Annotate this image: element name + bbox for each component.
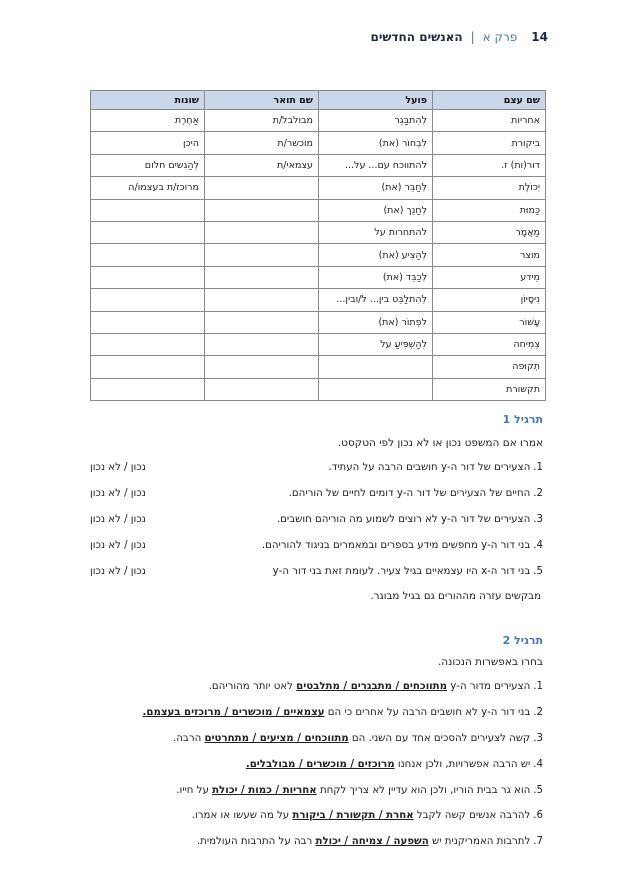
table-cell: לְהִתבַּגֵר <box>319 110 433 132</box>
exercise2-item <box>93 733 543 744</box>
table-cell <box>91 356 205 378</box>
true-false-option: נכון / לא נכון <box>90 514 146 525</box>
table-cell: מוכשר/ת <box>205 132 319 154</box>
exercise1-item5-continuation: מבקשים עזרה מההורים גם בגיל מבוגר. <box>370 591 541 602</box>
item-text: יש הרבה אפשרויות, ולכן אנחנו <box>394 759 531 770</box>
table-header-cell: שם תואר <box>205 91 319 110</box>
item-number: 1. <box>533 681 543 692</box>
table-cell <box>205 333 319 355</box>
table-cell: מַאֲמָר <box>433 221 546 243</box>
answer-options: אחריות / כמות / יכולת <box>212 785 317 796</box>
table-row <box>91 132 546 154</box>
table-cell <box>205 266 319 288</box>
chapter-label: פרק א <box>482 30 518 44</box>
table-cell: עָשׁוֹר <box>433 311 546 333</box>
item-text: הצעירים של דור ה-y לא רוצים לשמוע מה הוריהם חושבים. <box>276 514 531 525</box>
exercise1-item <box>93 488 543 499</box>
item-number: 5. <box>533 566 543 577</box>
answer-options: אחרת / תקשורת / ביקורת <box>292 810 414 821</box>
answer-options: עצמאיים / מוכשרים / מרוכזים בעצמם. <box>142 707 325 718</box>
table-row <box>91 110 546 132</box>
table-row <box>91 333 546 355</box>
table-cell: לְהִתלַבֵּט בין... ל/ובין... <box>319 289 433 311</box>
table-cell <box>205 311 319 333</box>
vocabulary-table <box>90 90 546 401</box>
answer-options: מתווכחים / מתבגרים / מתלבטים <box>296 681 448 692</box>
table-cell: כַּמוּת <box>433 199 546 221</box>
table-cell: לְחַבֵּר (את) <box>319 177 433 199</box>
table-cell <box>205 177 319 199</box>
item-text: בני דור ה-x היו עצמאיים בגיל צעיר. לעומת זאת בני דור ה-y <box>272 566 531 577</box>
exercise1-item <box>93 462 543 473</box>
table-row <box>91 378 546 400</box>
table-cell <box>91 333 205 355</box>
table-cell: מוצר <box>433 244 546 266</box>
table-cell <box>91 378 205 400</box>
true-false-option: נכון / לא נכון <box>90 462 146 473</box>
item-text-end: לאט יותר מהוריהם. <box>208 681 297 692</box>
exercise1-item <box>93 540 543 551</box>
table-row <box>91 154 546 176</box>
item-number: 4. <box>533 540 543 551</box>
table-cell: אַחֶרֶת <box>91 110 205 132</box>
item-number: 2. <box>533 707 543 718</box>
item-number: 1. <box>533 462 543 473</box>
exercise1-title: תרגיל 1 <box>502 413 543 426</box>
header-separator: | <box>470 30 475 44</box>
table-cell: לִפְתוֹר (את) <box>319 311 433 333</box>
item-text: הצעירים של דור ה-y חושבים הרבה על העתיד. <box>328 462 531 473</box>
table-cell: מבולבל/ת <box>205 110 319 132</box>
table-cell: לְכַבֵּד (את) <box>319 266 433 288</box>
item-number: 7. <box>533 836 543 847</box>
table-cell: היכן <box>91 132 205 154</box>
item-text-end: על חייו. <box>176 785 213 796</box>
exercise2-item <box>93 785 543 796</box>
table-cell: ביקורת <box>433 132 546 154</box>
answer-options: מרוכזים / מוכשרים / מבולבלים. <box>245 759 395 770</box>
item-text: החיים של הצעירים של דור ה-y דומים לחיים של הוריהם. <box>288 488 531 499</box>
item-number: 6. <box>533 810 543 821</box>
table-cell <box>205 244 319 266</box>
item-text: הוא גר בבית הוריו, ולכן הוא עדיין לא צריך לקחת <box>316 785 531 796</box>
table-cell: לְהַגשים חלום <box>91 154 205 176</box>
table-cell: להתחרות על <box>319 221 433 243</box>
table-cell: דור(ות) ז. <box>433 154 546 176</box>
table-cell <box>205 199 319 221</box>
exercise2-instruction: בחרו באפשרות הנכונה. <box>437 656 543 668</box>
item-text: להרבה אנשים קשה לקבל <box>413 810 531 821</box>
table-row <box>91 356 546 378</box>
answer-options: השפעה / צמיחה / יכולת <box>315 836 429 847</box>
table-cell: צְמִיחה <box>433 333 546 355</box>
table-row <box>91 311 546 333</box>
table-row <box>91 177 546 199</box>
item-text-end: רבה על התרבות העולמית. <box>196 836 316 847</box>
table-cell: תקשורת <box>433 378 546 400</box>
exercise2-item <box>93 810 543 821</box>
item-text-end: הרבה. <box>173 733 205 744</box>
exercise2-item <box>93 836 543 847</box>
item-text: בני דור ה-y מחפשים מידע בספרים ובמאמרים בניגוד להוריהם. <box>261 540 531 551</box>
page-number: 14 <box>531 30 548 44</box>
item-number: 2. <box>533 488 543 499</box>
table-cell: תְקוּפה <box>433 356 546 378</box>
table-cell: נִיסָיוֹן <box>433 289 546 311</box>
table-cell <box>91 289 205 311</box>
table-cell <box>205 289 319 311</box>
table-cell: יְכוֹלֶת <box>433 177 546 199</box>
table-cell <box>91 221 205 243</box>
item-number: 4. <box>533 759 543 770</box>
item-text: לתרבות האמריקנית יש <box>428 836 531 847</box>
table-cell: עצמאי/ת <box>205 154 319 176</box>
page-header <box>371 30 549 44</box>
table-cell <box>205 221 319 243</box>
item-text: קשה לצעירים להסכים אחד עם השני. הם <box>348 733 531 744</box>
table-cell: להתווכח עם... על... <box>319 154 433 176</box>
table-row <box>91 199 546 221</box>
true-false-option: נכון / לא נכון <box>90 540 146 551</box>
table-row <box>91 266 546 288</box>
item-number: 5. <box>533 785 543 796</box>
table-cell <box>91 199 205 221</box>
table-cell <box>205 356 319 378</box>
item-number: 3. <box>533 733 543 744</box>
table-header-cell: שם עצם <box>433 91 546 110</box>
table-cell <box>319 356 433 378</box>
table-cell: מרוכז/ת בעצמו/ה <box>91 177 205 199</box>
exercise2-item <box>93 681 543 692</box>
table-header-cell: פועל <box>319 91 433 110</box>
item-text: הצעירים מדור ה-y <box>447 681 531 692</box>
exercise2-title: תרגיל 2 <box>502 634 543 647</box>
table-cell: לְחַנֵך (את) <box>319 199 433 221</box>
answer-options: מתווכחים / מציעים / מתחרטים <box>204 733 349 744</box>
item-text: בני דור ה-y לא חושבים הרבה על אחרים כי הם <box>324 707 531 718</box>
table-row <box>91 244 546 266</box>
true-false-option: נכון / לא נכון <box>90 488 146 499</box>
table-cell: אחריות <box>433 110 546 132</box>
table-row <box>91 221 546 243</box>
table-cell: מֵידע <box>433 266 546 288</box>
exercise1-item <box>93 514 543 525</box>
table-header-cell: שונות <box>91 91 205 110</box>
table-cell: לְהַשְׁפִּיעַ על <box>319 333 433 355</box>
table-cell: לְהַצִיע (את) <box>319 244 433 266</box>
table-cell <box>91 244 205 266</box>
exercise1-item <box>93 566 543 577</box>
table-cell <box>91 266 205 288</box>
table-cell <box>91 311 205 333</box>
item-number: 3. <box>533 514 543 525</box>
table-cell <box>319 378 433 400</box>
exercise2-item <box>93 759 543 770</box>
chapter-title: האנשים החדשים <box>370 30 463 44</box>
table-cell <box>205 378 319 400</box>
table-row <box>91 289 546 311</box>
item-text-end: על מה שעשו או אמרו. <box>191 810 293 821</box>
true-false-option: נכון / לא נכון <box>90 566 146 577</box>
exercise2-item <box>93 707 543 718</box>
exercise1-instruction: אמרו אם המשפט נכון או לא נכון לפי הטקסט. <box>337 437 543 449</box>
table-cell: לִבְחוֹר (את) <box>319 132 433 154</box>
